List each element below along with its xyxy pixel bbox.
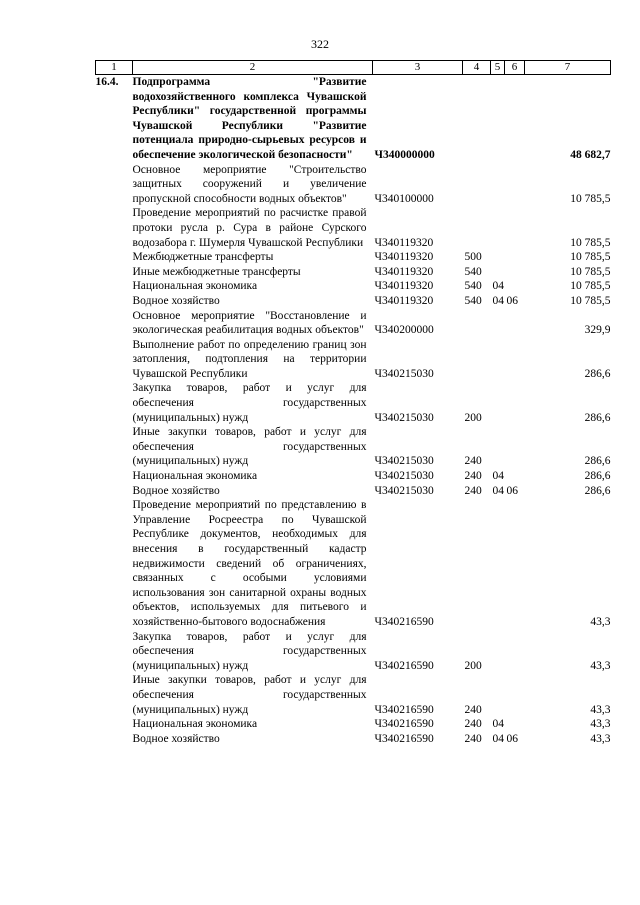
row-amount: 286,6 bbox=[584, 411, 611, 424]
row-number bbox=[96, 673, 133, 717]
table-row bbox=[96, 717, 611, 732]
row-code: Ч340119320 bbox=[374, 236, 434, 249]
row-section bbox=[491, 206, 505, 250]
row-expense-type: 240 bbox=[464, 484, 482, 497]
row-number bbox=[96, 717, 133, 732]
row-number bbox=[96, 469, 133, 484]
row-amount: 43,3 bbox=[590, 659, 611, 672]
row-amount: 43,3 bbox=[590, 732, 611, 745]
row-number bbox=[96, 279, 133, 294]
column-header: 6 bbox=[505, 61, 525, 75]
row-amount: 286,6 bbox=[584, 470, 611, 483]
row-amount: 286,6 bbox=[584, 455, 611, 468]
row-code: Ч340216590 bbox=[374, 659, 434, 672]
row-expense-type bbox=[463, 498, 491, 629]
row-section: 04 bbox=[492, 732, 504, 745]
row-expense-type: 240 bbox=[464, 718, 482, 731]
table-row bbox=[96, 338, 611, 382]
row-subsection bbox=[505, 498, 525, 629]
row-number bbox=[96, 425, 133, 469]
row-subsection bbox=[505, 717, 525, 732]
row-amount: 10 785,5 bbox=[570, 251, 611, 264]
row-name: Закупка товаров, работ и услуг для обеспечения государственных (муниципальных) нужд bbox=[132, 382, 367, 424]
row-section bbox=[491, 673, 505, 717]
row-number bbox=[96, 294, 133, 309]
row-number bbox=[96, 732, 133, 747]
row-number bbox=[96, 163, 133, 207]
row-code: Ч340215030 bbox=[374, 484, 434, 497]
section-pr bbox=[505, 75, 525, 163]
row-subsection bbox=[505, 250, 525, 265]
page-number: 322 bbox=[311, 37, 329, 51]
table-row bbox=[96, 250, 611, 265]
row-subsection bbox=[505, 163, 525, 207]
row-code: Ч340119320 bbox=[374, 251, 434, 264]
row-number bbox=[96, 630, 133, 674]
table-row bbox=[96, 309, 611, 338]
row-name: Основное мероприятие "Восстановление и экологическая реабилитация водных объектов" bbox=[132, 309, 367, 337]
row-name: Водное хозяйство bbox=[132, 732, 220, 745]
row-name: Закупка товаров, работ и услуг для обеспечения государственных (муниципальных) нужд bbox=[132, 630, 367, 672]
row-amount: 286,6 bbox=[584, 367, 611, 380]
row-section: 04 bbox=[492, 470, 504, 483]
row-amount: 10 785,5 bbox=[570, 236, 611, 249]
section-row bbox=[96, 75, 611, 163]
table-row bbox=[96, 163, 611, 207]
table-header bbox=[96, 61, 611, 75]
row-expense-type: 200 bbox=[464, 659, 482, 672]
section-amount: 48 682,7 bbox=[570, 148, 611, 161]
row-code: Ч340100000 bbox=[374, 192, 434, 205]
column-header: 5 bbox=[491, 61, 505, 75]
row-number bbox=[96, 381, 133, 425]
table-row bbox=[96, 294, 611, 309]
row-code: Ч340119320 bbox=[374, 294, 434, 307]
row-name: Национальная экономика bbox=[132, 280, 258, 293]
row-subsection bbox=[505, 265, 525, 280]
row-expense-type: 200 bbox=[464, 411, 482, 424]
row-number bbox=[96, 250, 133, 265]
budget-table bbox=[95, 60, 611, 746]
row-section bbox=[491, 630, 505, 674]
row-section bbox=[491, 309, 505, 338]
row-subsection bbox=[505, 279, 525, 294]
row-amount: 10 785,5 bbox=[570, 294, 611, 307]
row-subsection: 06 bbox=[506, 294, 518, 307]
row-section: 04 bbox=[492, 718, 504, 731]
table-row bbox=[96, 469, 611, 484]
row-section: 04 bbox=[492, 280, 504, 293]
row-name: Проведение мероприятий по расчистке правой протоки русла р. Сура в районе Сурского водозабора г. Шумерля Чувашской Республики bbox=[132, 207, 367, 249]
row-name: Выполнение работ по определению границ зон затопления, подтопления на территории Чувашской Республики bbox=[132, 338, 367, 380]
row-expense-type: 540 bbox=[464, 280, 482, 293]
row-code: Ч340216590 bbox=[374, 732, 434, 745]
row-code: Ч340216590 bbox=[374, 703, 434, 716]
table-row bbox=[96, 425, 611, 469]
column-header: 7 bbox=[525, 61, 611, 75]
row-expense-type bbox=[463, 338, 491, 382]
row-amount: 10 785,5 bbox=[570, 265, 611, 278]
row-amount: 43,3 bbox=[590, 615, 611, 628]
row-name: Основное мероприятие "Строительство защитных сооружений и увеличение пропускной способности водных объектов" bbox=[132, 163, 367, 205]
section-rz bbox=[491, 75, 505, 163]
row-code: Ч340216590 bbox=[374, 718, 434, 731]
row-expense-type bbox=[463, 163, 491, 207]
row-name: Национальная экономика bbox=[132, 718, 258, 731]
row-code: Ч340215030 bbox=[374, 455, 434, 468]
table-row bbox=[96, 206, 611, 250]
row-section: 04 bbox=[492, 294, 504, 307]
table-row bbox=[96, 381, 611, 425]
row-number bbox=[96, 338, 133, 382]
row-code: Ч340200000 bbox=[374, 324, 434, 337]
column-header: 3 bbox=[373, 61, 463, 75]
row-subsection bbox=[505, 425, 525, 469]
row-name: Национальная экономика bbox=[132, 470, 258, 483]
row-amount: 10 785,5 bbox=[570, 192, 611, 205]
row-code: Ч340215030 bbox=[374, 367, 434, 380]
row-subsection bbox=[505, 469, 525, 484]
row-code: Ч340119320 bbox=[374, 280, 434, 293]
row-expense-type: 240 bbox=[464, 455, 482, 468]
column-header: 2 bbox=[133, 61, 373, 75]
row-section bbox=[491, 265, 505, 280]
row-subsection bbox=[505, 309, 525, 338]
row-section bbox=[491, 163, 505, 207]
row-expense-type: 240 bbox=[464, 470, 482, 483]
row-expense-type: 540 bbox=[464, 294, 482, 307]
row-name: Иные закупки товаров, работ и услуг для обеспечения государственных (муниципальных) нужд bbox=[132, 426, 367, 468]
row-subsection bbox=[505, 673, 525, 717]
row-expense-type: 240 bbox=[464, 703, 482, 716]
table-row bbox=[96, 279, 611, 294]
row-subsection bbox=[505, 206, 525, 250]
table-row bbox=[96, 732, 611, 747]
section-code: Ч340000000 bbox=[374, 148, 435, 161]
row-amount: 286,6 bbox=[584, 484, 611, 497]
row-code: Ч340215030 bbox=[374, 470, 434, 483]
table-row bbox=[96, 265, 611, 280]
row-section bbox=[491, 381, 505, 425]
row-name: Водное хозяйство bbox=[132, 484, 220, 497]
row-expense-type: 500 bbox=[464, 251, 482, 264]
row-number bbox=[96, 265, 133, 280]
row-amount: 329,9 bbox=[584, 324, 611, 337]
row-section bbox=[491, 250, 505, 265]
table-row bbox=[96, 673, 611, 717]
row-number bbox=[96, 498, 133, 629]
row-name: Иные закупки товаров, работ и услуг для обеспечения государственных (муниципальных) нужд bbox=[132, 674, 367, 716]
section-vr bbox=[463, 75, 491, 163]
row-number bbox=[96, 484, 133, 499]
row-section bbox=[491, 338, 505, 382]
table-row bbox=[96, 630, 611, 674]
row-subsection: 06 bbox=[506, 484, 518, 497]
row-subsection bbox=[505, 381, 525, 425]
row-section: 04 bbox=[492, 484, 504, 497]
row-amount: 43,3 bbox=[590, 718, 611, 731]
row-section bbox=[491, 498, 505, 629]
row-name: Межбюджетные трансферты bbox=[132, 251, 274, 264]
row-name: Проведение мероприятий по представлению в Управление Росреестра по Чувашской Республике документов, необходимых для внесения в государственный кадастр недвижимости сведений об ограничениях, связанных с особыми условиями использования зон санитарной охраны водных объектов, используемых для питьевого и хозяйственно-бытового водоснабжения bbox=[132, 499, 367, 628]
row-section bbox=[491, 425, 505, 469]
table-body bbox=[96, 75, 611, 747]
section-number: 16.4. bbox=[95, 76, 119, 88]
row-name: Водное хозяйство bbox=[132, 294, 220, 307]
row-code: Ч340215030 bbox=[374, 411, 434, 424]
column-header: 4 bbox=[463, 61, 491, 75]
row-expense-type: 240 bbox=[464, 732, 482, 745]
row-number bbox=[96, 206, 133, 250]
row-code: Ч340216590 bbox=[374, 615, 434, 628]
table-row bbox=[96, 484, 611, 499]
row-code: Ч340119320 bbox=[374, 265, 434, 278]
table-row bbox=[96, 498, 611, 629]
row-amount: 43,3 bbox=[590, 703, 611, 716]
row-expense-type bbox=[463, 309, 491, 338]
column-header: 1 bbox=[96, 61, 133, 75]
row-subsection: 06 bbox=[506, 732, 518, 745]
row-subsection bbox=[505, 630, 525, 674]
row-amount: 10 785,5 bbox=[570, 280, 611, 293]
row-name: Иные межбюджетные трансферты bbox=[132, 265, 301, 278]
row-subsection bbox=[505, 338, 525, 382]
row-number bbox=[96, 309, 133, 338]
section-title: Подпрограмма "Развитие водохозяйственного комплекса Чувашской Республики" государственной программы Чувашской Республики "Развитие потенциала природно-сырьевых ресурсов и обеспечение экологической безопасности" bbox=[132, 76, 367, 161]
row-expense-type bbox=[463, 206, 491, 250]
row-expense-type: 540 bbox=[464, 265, 482, 278]
